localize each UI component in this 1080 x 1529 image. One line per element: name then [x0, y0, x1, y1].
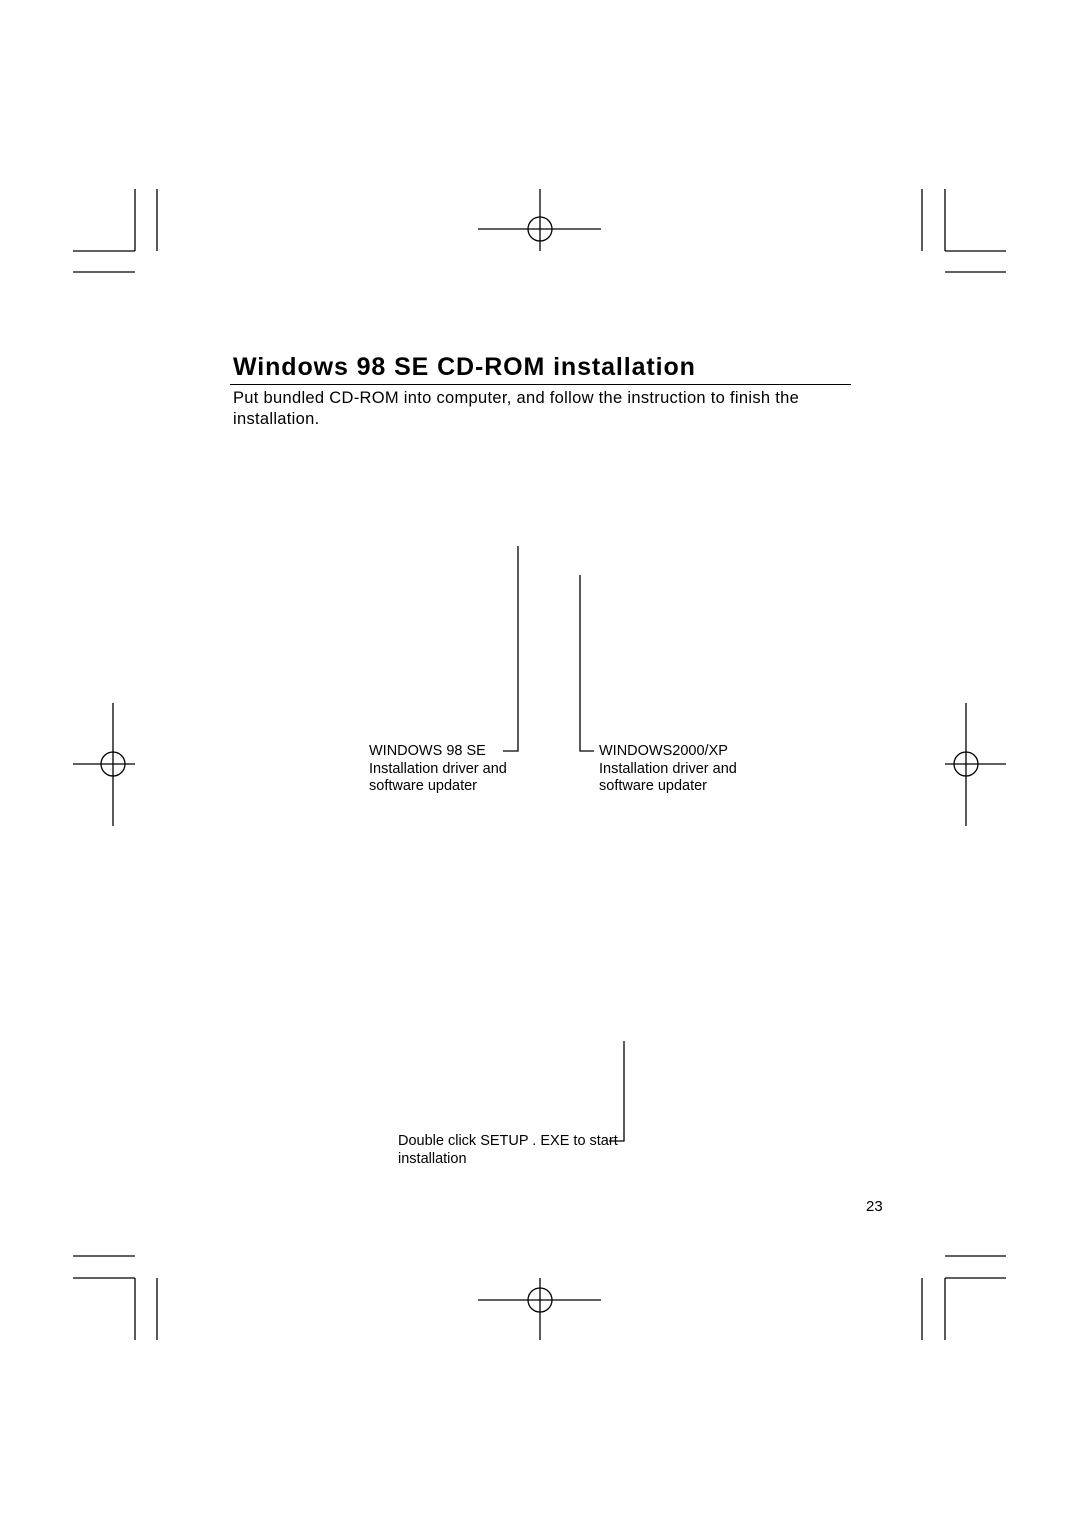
callout-windows-2000-xp [599, 743, 774, 796]
callout-description: Installation driver and software updater [599, 760, 737, 794]
callout-description: Installation driver and software updater [369, 760, 507, 794]
registration-mark-bottom [478, 1278, 601, 1340]
registration-mark-top [478, 189, 601, 251]
page-title: Windows 98 SE CD-ROM installation [233, 353, 696, 381]
leader-line-setup [609, 1041, 624, 1141]
callout-title: WINDOWS 98 SE [369, 743, 486, 759]
callout-setup-exe [398, 1133, 618, 1168]
crop-mark-top-right [922, 189, 1006, 272]
registration-mark-left [73, 703, 135, 826]
crop-mark-bottom-right [922, 1256, 1006, 1340]
crop-mark-bottom-left [73, 1256, 157, 1340]
crop-mark-top-left [73, 189, 157, 272]
leader-line-win2000 [580, 575, 594, 751]
title-underline [230, 384, 851, 385]
callout-windows-98-se [369, 743, 544, 796]
leader-line-win98 [503, 546, 518, 751]
callout-description: Double click SETUP . EXE to start installation [398, 1133, 618, 1167]
intro-paragraph: Put bundled CD-ROM into computer, and follow the instruction to finish the installation. [233, 389, 800, 428]
callout-title: WINDOWS2000/XP [599, 743, 728, 759]
registration-mark-right [945, 703, 1006, 826]
page-number: 23 [866, 1198, 883, 1215]
